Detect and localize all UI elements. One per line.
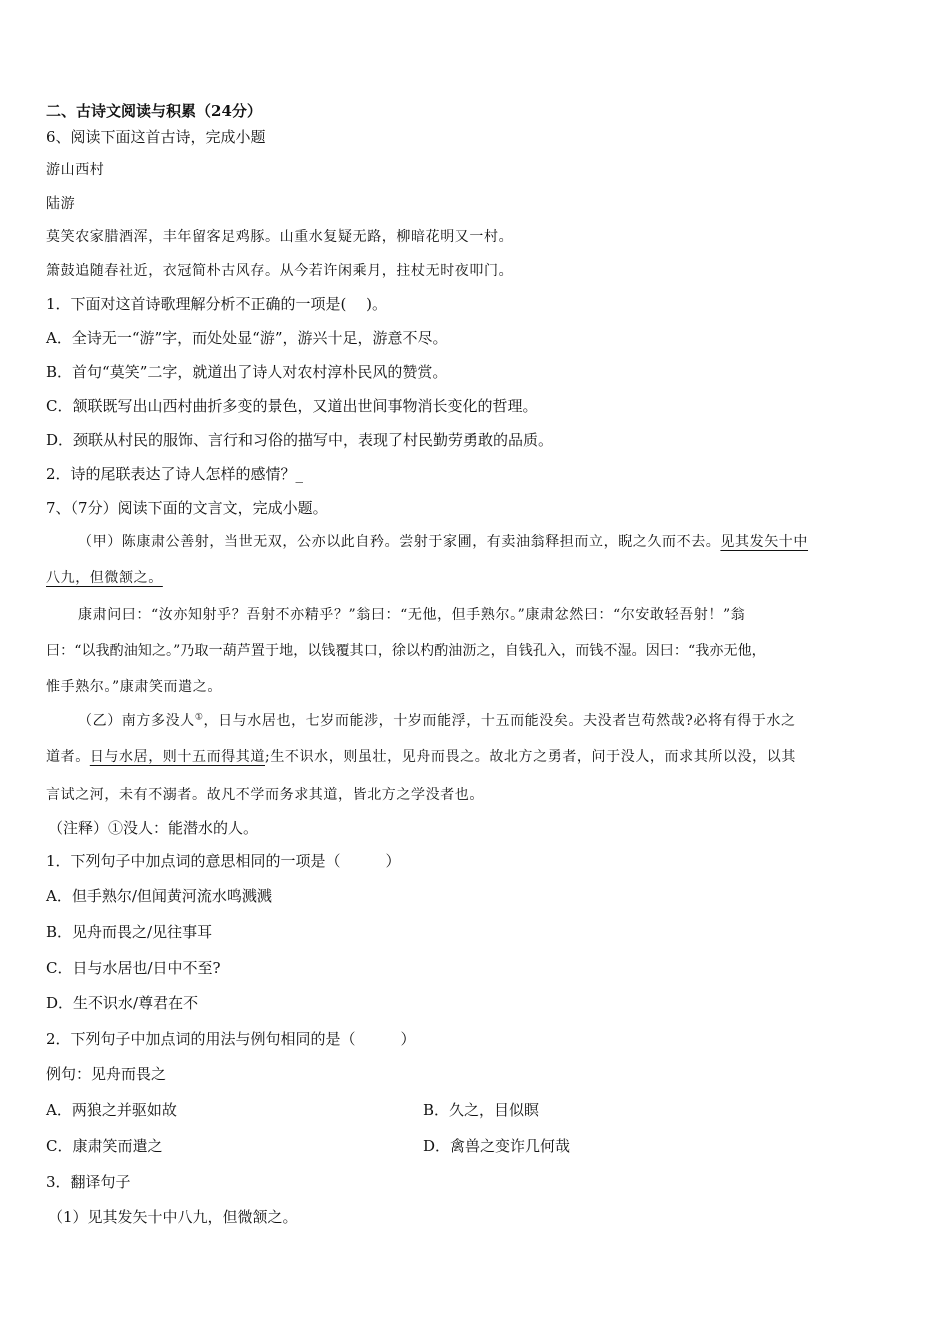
jia-p1-underlined: 见其发矢十中	[720, 534, 809, 550]
jia-p1-text: （甲）陈康肃公善射，当世无双，公亦以此自矜。尝射于家圃，有卖油翁释担而立，睨之久而不去。	[78, 534, 721, 550]
q7-sub2-option-row-1	[46, 1100, 540, 1120]
poem-author: 陆游	[46, 196, 76, 212]
yi-paragraph-line-2	[46, 747, 796, 767]
poem-line-2: 箫鼓追随春社近，衣冠简朴古风存。从今若许闲乘月，拄杖无时夜叩门。	[46, 263, 514, 279]
q6-intro: 6、阅读下面这首古诗，完成小题	[46, 128, 266, 146]
q7-sub2-option-b: B．久之，目似瞑	[423, 1101, 540, 1119]
q7-sub2-option-d: D．禽兽之变诈几何哉	[423, 1137, 571, 1155]
footnote-mark: ①	[194, 712, 204, 723]
q7-sub2-option-row-2	[46, 1136, 571, 1156]
yi-line1-a: （乙）南方多没人	[78, 713, 195, 729]
jia-paragraph-1	[78, 532, 808, 552]
jia-paragraph-2-line-1: 康肃问曰：“汝亦知射乎？吾射不亦精乎？”翁曰：“无他，但手熟尔。”康肃忿然曰：“尔安敢轻吾射！”翁	[78, 607, 746, 623]
yi-line2-underlined: 日与水居，则十五而得其道	[89, 749, 266, 765]
q6-sub1-option-b: B．首句“莫笑”二字，就道出了诗人对农村淳朴民风的赞赏。	[46, 363, 448, 381]
q6-sub1: 1．下面对这首诗歌理解分析不正确的一项是( )。	[46, 295, 388, 313]
q6-sub1-option-a: A．全诗无一“游”字，而处处显“游”，游兴十足，游意不尽。	[46, 329, 448, 347]
q7-intro: 7、（7分）阅读下面的文言文，完成小题。	[46, 499, 328, 517]
annotation-note: （注释）①没人：能潜水的人。	[48, 819, 259, 837]
q7-sub3: 3．翻译句子	[46, 1173, 131, 1191]
yi-line2-b: ;生不识水，则虽壮，见舟而畏之。故北方之勇者，问于没人，而求其所以没，以其	[265, 749, 796, 765]
q7-sub1-option-d: D．生不识水/尊君在不	[46, 994, 199, 1012]
yi-line1-b: ，日与水居也，七岁而能涉，十岁而能浮，十五而能没矣。夫没者岂苟然哉?必将有得于水之	[203, 713, 796, 729]
q6-sub1-option-c: C．颔联既写出山西村曲折多变的景色，又道出世间事物消长变化的哲理。	[46, 397, 538, 415]
yi-paragraph-line-3: 言试之河，未有不溺者。故凡不学而务求其道，皆北方之学没者也。	[46, 787, 484, 803]
poem-title: 游山西村	[46, 162, 105, 178]
q7-sub2: 2．下列句子中加点词的用法与例句相同的是（ ）	[46, 1030, 416, 1048]
poem-line-1: 莫笑农家腊酒浑，丰年留客足鸡豚。山重水复疑无路，柳暗花明又一村。	[46, 229, 514, 245]
q7-sub2-option-a: A．两狼之并驱如故	[46, 1101, 177, 1119]
jia-paragraph-2-line-3: 惟手熟尔。”康肃笑而遣之。	[46, 679, 222, 695]
q7-sub2-example: 例句：见舟而畏之	[46, 1065, 167, 1083]
q7-sub1-option-a: A．但手熟尔/但闻黄河流水鸣溅溅	[46, 887, 272, 905]
section-heading: 二、古诗文阅读与积累（24分）	[46, 102, 262, 120]
yi-paragraph-line-1	[78, 711, 796, 731]
q6-sub2: 2．诗的尾联表达了诗人怎样的感情？_	[46, 465, 304, 483]
jia-paragraph-2-line-2: 曰：“以我酌油知之。”乃取一葫芦置于地，以钱覆其口，徐以杓酌油沥之，自钱孔入，而钱不湿。因曰：“我亦无他，	[46, 643, 766, 659]
q7-sub1-option-c: C．日与水居也/日中不至?	[46, 959, 221, 977]
q6-sub1-option-d: D．颈联从村民的服饰、言行和习俗的描写中，表现了村民勤劳勇敢的品质。	[46, 431, 554, 449]
q7-sub1: 1．下列句子中加点词的意思相同的一项是（ ）	[46, 852, 401, 870]
q7-sub3-item-1: （1）见其发矢十中八九，但微颔之。	[48, 1208, 298, 1226]
q7-sub1-option-b: B．见舟而畏之/见往事耳	[46, 923, 213, 941]
yi-line2-a: 道者。	[46, 749, 90, 765]
jia-paragraph-1-cont: 八九，但微颔之。	[46, 570, 163, 586]
q7-sub2-option-c: C．康肃笑而遣之	[46, 1137, 163, 1155]
